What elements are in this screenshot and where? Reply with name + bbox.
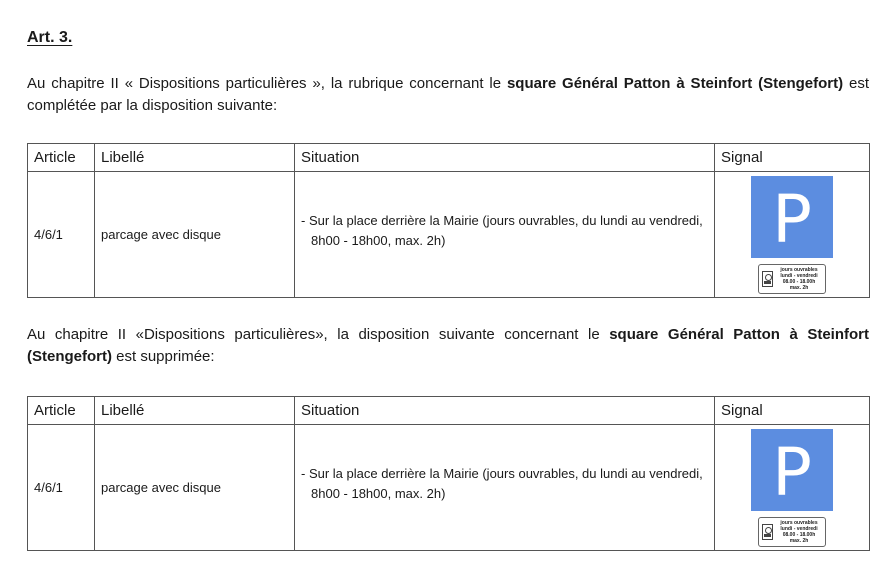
additional-panel-disc <box>758 517 826 547</box>
parking-disc-icon <box>762 524 773 540</box>
panel-line: max. 2h <box>789 537 809 544</box>
header-article: Article <box>28 144 95 172</box>
situation-text: - Sur la place derrière la Mairie (jours ouvrables, du lundi au vendredi, 8h00 - 18h00, max. 2h) <box>301 465 703 501</box>
paragraph-text: Au chapitre II «Dispositions particulières», la disposition suivante concernant le <box>27 326 610 343</box>
header-signal: Signal <box>715 144 870 172</box>
parking-p-glyph <box>767 186 817 248</box>
parking-signal <box>721 176 863 294</box>
panel-line: jours ouvrables <box>780 266 818 273</box>
parking-sign-icon <box>751 176 833 258</box>
header-signal: Signal <box>715 397 870 425</box>
regulation-table-removed <box>27 396 870 551</box>
cell-libelle: parcage avec disque <box>95 425 295 551</box>
panel-line: jours ouvrables <box>780 519 818 526</box>
header-article: Article <box>28 397 95 425</box>
table-row <box>28 425 870 551</box>
cell-libelle: parcage avec disque <box>95 172 295 298</box>
panel-line: lundi - vendredi <box>780 272 818 279</box>
parking-signal <box>721 429 863 547</box>
panel-line: max. 2h <box>789 284 809 291</box>
panel-text <box>776 520 822 544</box>
table-row <box>28 172 870 298</box>
paragraph-bold-location: square Général Patton à Steinfort (Stengefort) <box>506 75 844 92</box>
intro-paragraph-removal <box>27 324 869 368</box>
cell-article: 4/6/1 <box>28 425 95 551</box>
regulation-table-added <box>27 143 870 298</box>
paragraph-text: est supprimée: <box>112 348 215 365</box>
header-situation: Situation <box>295 397 715 425</box>
header-libelle: Libellé <box>95 397 295 425</box>
cell-signal <box>715 172 870 298</box>
intro-paragraph-addition <box>27 73 869 117</box>
header-libelle: Libellé <box>95 144 295 172</box>
panel-line: 08.00 - 18.00h <box>782 278 816 285</box>
parking-sign-icon <box>751 429 833 511</box>
cell-article: 4/6/1 <box>28 172 95 298</box>
cell-situation <box>295 172 715 298</box>
svg-text:P: P <box>772 438 812 501</box>
parking-disc-icon <box>762 271 773 287</box>
paragraph-text: est complétée par la disposition suivante: <box>27 75 870 114</box>
svg-text:P: P <box>772 185 812 248</box>
cell-situation <box>295 425 715 551</box>
panel-line: 08.00 - 18.00h <box>782 531 816 538</box>
panel-line: lundi - vendredi <box>780 525 818 532</box>
parking-p-glyph <box>767 439 817 501</box>
situation-text: - Sur la place derrière la Mairie (jours ouvrables, du lundi au vendredi, 8h00 - 18h00, max. 2h) <box>301 212 703 248</box>
table-header-row <box>28 144 870 172</box>
article-heading: Art. 3. <box>27 29 73 46</box>
paragraph-bold-location: square Général Patton à Steinfort (Stengefort) <box>27 326 870 365</box>
panel-text <box>776 267 822 291</box>
additional-panel-disc <box>758 264 826 294</box>
paragraph-text: Au chapitre II « Dispositions particulières », la rubrique concernant le <box>27 75 507 92</box>
cell-signal <box>715 425 870 551</box>
table-header-row <box>28 397 870 425</box>
header-situation: Situation <box>295 144 715 172</box>
